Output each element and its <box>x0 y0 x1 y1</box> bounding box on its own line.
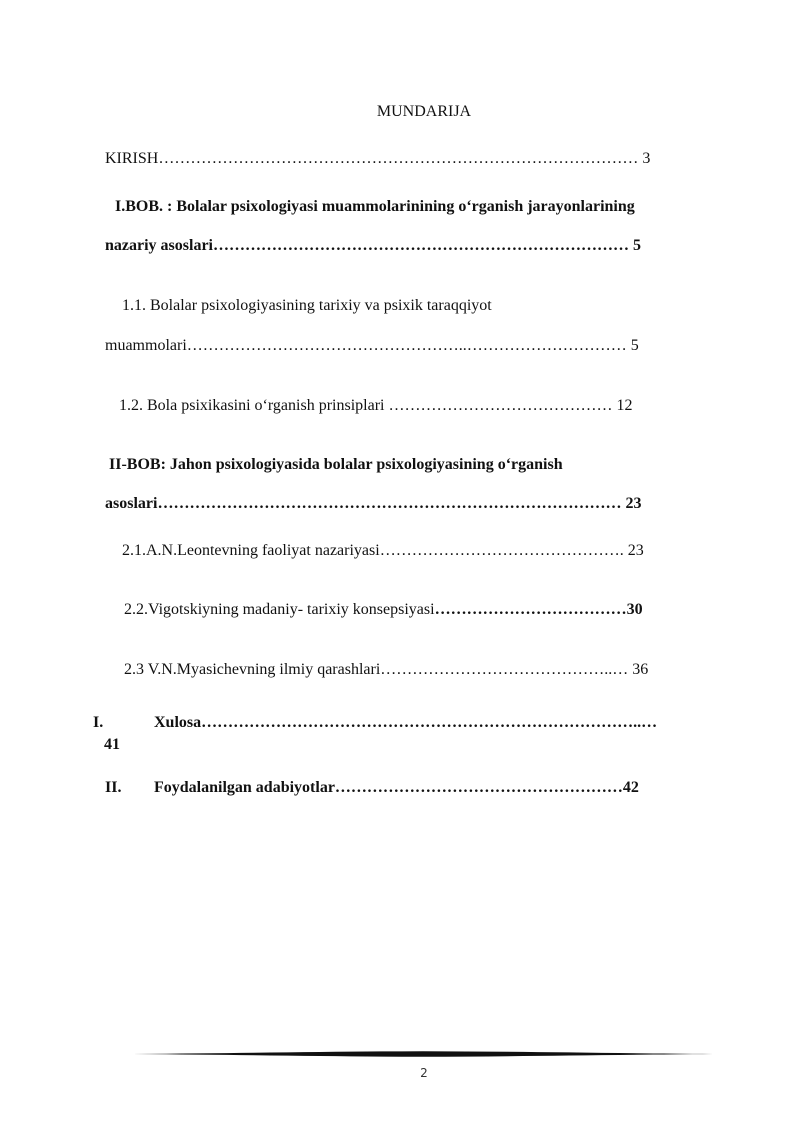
toc-heading: MUNDARIJA <box>376 103 472 120</box>
footer-rule <box>133 1050 713 1058</box>
toc-xulosa-number: I. <box>93 714 104 731</box>
toc-section-1-1-line-2: muammolari……………………………………………..………………………… 5 <box>105 337 639 354</box>
toc-section-1-1-line-1: 1.1. Bolalar psixologiyasining tarixiy va psixik taraqqiyot <box>122 297 492 314</box>
toc-section-2-1: 2.1.A.N.Leontevning faoliyat nazariyasi………………………………………. 23 <box>122 542 644 559</box>
toc-section-2-2 <box>124 600 643 620</box>
toc-adabiyotlar-number: II. <box>105 779 122 796</box>
toc-chapter-1-line-2: nazariy asoslari…………………………………………………………………… 5 <box>105 237 641 254</box>
toc-chapter-1-line-1: I.BOB. : Bolalar psixologiyasi muammolarinining o‘rganish jarayonlarining <box>115 198 635 215</box>
toc-section-1-2: 1.2. Bola psixikasini o‘rganish prinsiplari …………………………………… 12 <box>119 397 633 414</box>
toc-xulosa-page: 41 <box>104 736 120 753</box>
toc-chapter-2-line-2: asoslari…………………………………………………………………………… 23 <box>105 495 642 512</box>
toc-section-2-2-leader: ………………………………30 <box>434 601 643 618</box>
toc-adabiyotlar-text: Foydalanilgan adabiyotlar………………………………………………42 <box>154 779 639 796</box>
toc-section-2-2-text: 2.2.Vigotskiyning madaniy- tarixiy konsepsiyasi <box>124 601 435 618</box>
toc-chapter-2-line-1: II-BOB: Jahon psixologiyasida bolalar psixologiyasining o‘rganish <box>109 456 563 473</box>
toc-xulosa-text: Xulosa………………………………………………………………………..… <box>154 714 658 731</box>
page-number: 2 <box>420 1066 428 1080</box>
toc-section-2-3: 2.3 V.N.Myasichevning ilmiy qarashlari……………………………………..… 36 <box>124 661 649 678</box>
toc-entry-kirish: KIRISH……………………………………………………………………………… 3 <box>105 150 651 167</box>
